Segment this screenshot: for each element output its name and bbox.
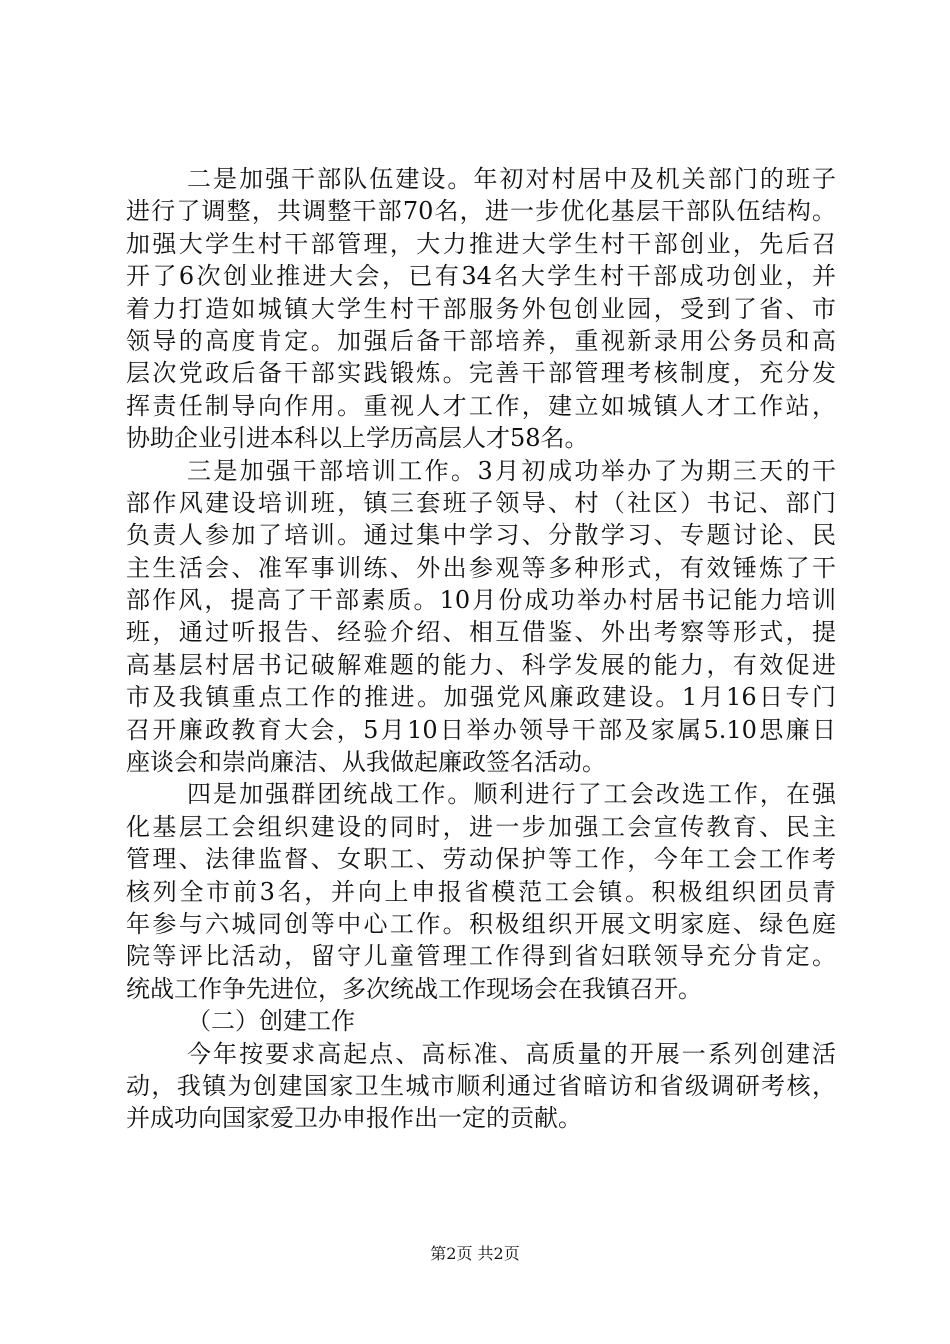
document-body (126, 163, 836, 1135)
paragraph-line: 班，通过听报告、经验介绍、相互借鉴、外出考察等形式，提 (126, 618, 836, 647)
paragraph-line: 核列全市前3名，并向上申报省模范工会镇。积极组织团员青 (126, 877, 836, 906)
paragraph-line: 加强大学生村干部管理，大力推进大学生村干部创业，先后召 (126, 229, 836, 258)
paragraph-line: 市及我镇重点工作的推进。加强党风廉政建设。1月16日专门 (126, 683, 836, 712)
paragraph-line: 层次党政后备干部实践锻炼。完善干部管理考核制度，充分发 (126, 359, 836, 388)
paragraph-line: 座谈会和崇尚廉洁、从我做起廉政签名活动。 (126, 748, 606, 777)
paragraph-line: 挥责任制导向作用。重视人才工作，建立如城镇人才工作站， (126, 391, 836, 420)
paragraph-line: 三是加强干部培训工作。3月初成功举办了为期三天的干 (187, 456, 836, 485)
paragraph-line: 领导的高度肯定。加强后备干部培养，重视新录用公务员和高 (126, 326, 836, 355)
paragraph-line: 管理、法律监督、女职工、劳动保护等工作，今年工会工作考 (126, 845, 836, 874)
page-footer (0, 1244, 950, 1264)
paragraph-line: 部作风建设培训班，镇三套班子领导、村（社区）书记、部门 (126, 488, 836, 517)
paragraph-line: 动，我镇为创建国家卫生城市顺利通过省暗访和省级调研考核， (126, 1071, 836, 1100)
paragraph-line: 召开廉政教育大会，5月10日举办领导干部及家属5.10思廉日 (126, 715, 836, 744)
paragraph-line: 二是加强干部队伍建设。年初对村居中及机关部门的班子 (187, 165, 836, 193)
paragraph-line: 负责人参加了培训。通过集中学习、分散学习、专题讨论、民 (126, 521, 836, 550)
paragraph-line: 开了6次创业推进大会，已有34名大学生村干部成功创业，并 (126, 262, 836, 291)
paragraph-line: 统战工作争先进位，多次统战工作现场会在我镇召开。 (126, 974, 702, 1003)
page-number: 第2页 共2页 (430, 1244, 520, 1263)
paragraph-line: 高基层村居书记破解难题的能力、科学发展的能力，有效促进 (126, 650, 836, 679)
paragraph-line: 着力打造如城镇大学生村干部服务外包创业园，受到了省、市 (126, 294, 836, 323)
section-heading: （二）创建工作 (187, 1007, 355, 1036)
paragraph-line: 进行了调整，共调整干部70名，进一步优化基层干部队伍结构。 (126, 197, 836, 226)
paragraph-line: 院等评比活动，留守儿童管理工作得到省妇联领导充分肯定。 (126, 942, 836, 971)
paragraph-line: 化基层工会组织建设的同时，进一步加强工会宣传教育、民主 (126, 812, 836, 841)
paragraph-line: 主生活会、准军事训练、外出参观等多种形式，有效锤炼了干 (126, 553, 836, 582)
paragraph-line: 部作风，提高了干部素质。10月份成功举办村居书记能力培训 (126, 586, 836, 615)
paragraph-line: 年参与六城同创等中心工作。积极组织开展文明家庭、绿色庭 (126, 909, 836, 938)
paragraph-line: 四是加强群团统战工作。顺利进行了工会改选工作，在强 (187, 780, 836, 809)
paragraph-line: 今年按要求高起点、高标准、高质量的开展一系列创建活 (187, 1039, 836, 1068)
paragraph-line: 协助企业引进本科以上学历高层人才58名。 (126, 424, 589, 453)
paragraph-line: 并成功向国家爱卫办申报作出一定的贡献。 (126, 1104, 582, 1133)
